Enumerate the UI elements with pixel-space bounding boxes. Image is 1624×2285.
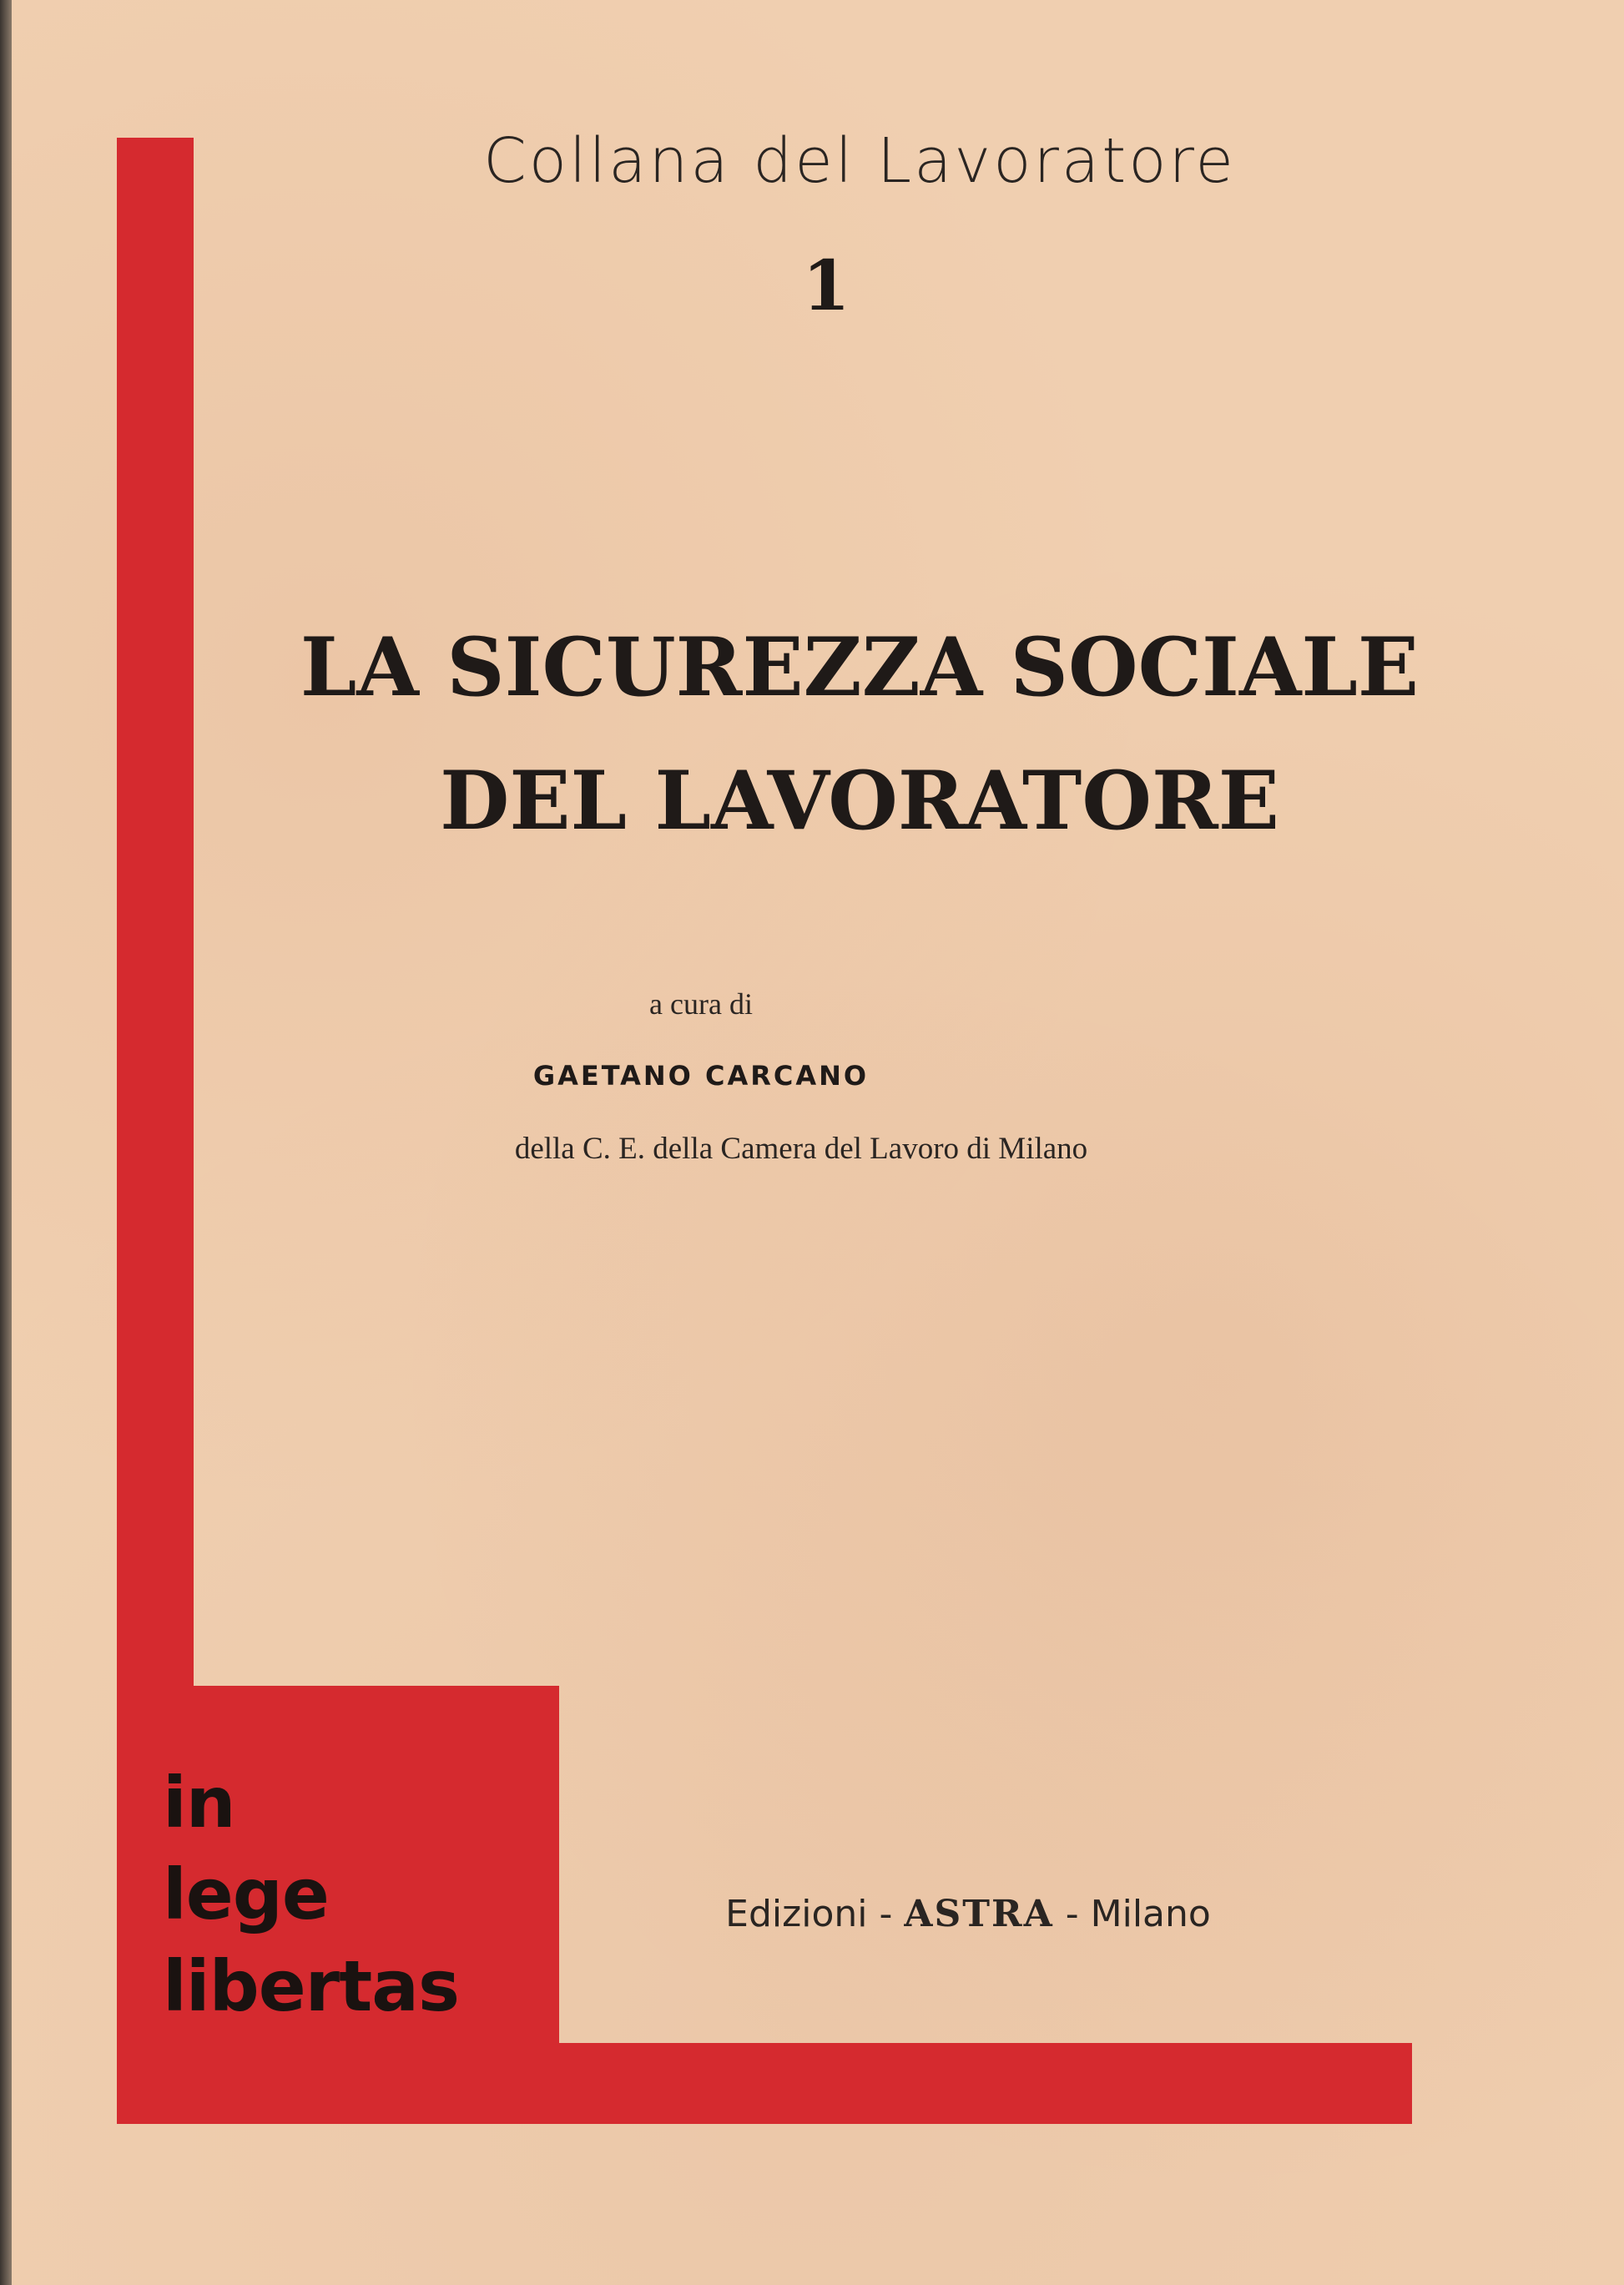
publisher-separator: - xyxy=(1065,1893,1079,1935)
publisher-separator: - xyxy=(879,1893,893,1935)
book-title-line-1: LA SICUREZZA SOCIALE xyxy=(300,620,1420,714)
latin-motto xyxy=(163,1757,459,2032)
publisher-prefix: Edizioni xyxy=(725,1893,868,1935)
series-title: Collana del Lavoratore xyxy=(483,125,1236,197)
spine-edge xyxy=(0,0,12,2285)
publisher-name: ASTRA xyxy=(904,1893,1054,1935)
series-number: 1 xyxy=(802,246,850,326)
motto-word: libertas xyxy=(163,1945,459,2027)
book-title xyxy=(250,601,1469,868)
author-affiliation: della C. E. della Camera del Lavoro di Milano xyxy=(514,1132,1088,1166)
curated-by-label: a cura di xyxy=(649,987,753,1021)
book-title-line-2: DEL LAVORATORE xyxy=(440,754,1279,848)
publisher-line xyxy=(634,1893,1302,1935)
red-frame-bottom-bar xyxy=(117,2043,1412,2124)
author-name: GAETANO CARCANO xyxy=(532,1060,870,1092)
motto-word: lege xyxy=(163,1854,329,1935)
publisher-city: Milano xyxy=(1090,1893,1211,1935)
motto-word: in xyxy=(163,1762,235,1844)
